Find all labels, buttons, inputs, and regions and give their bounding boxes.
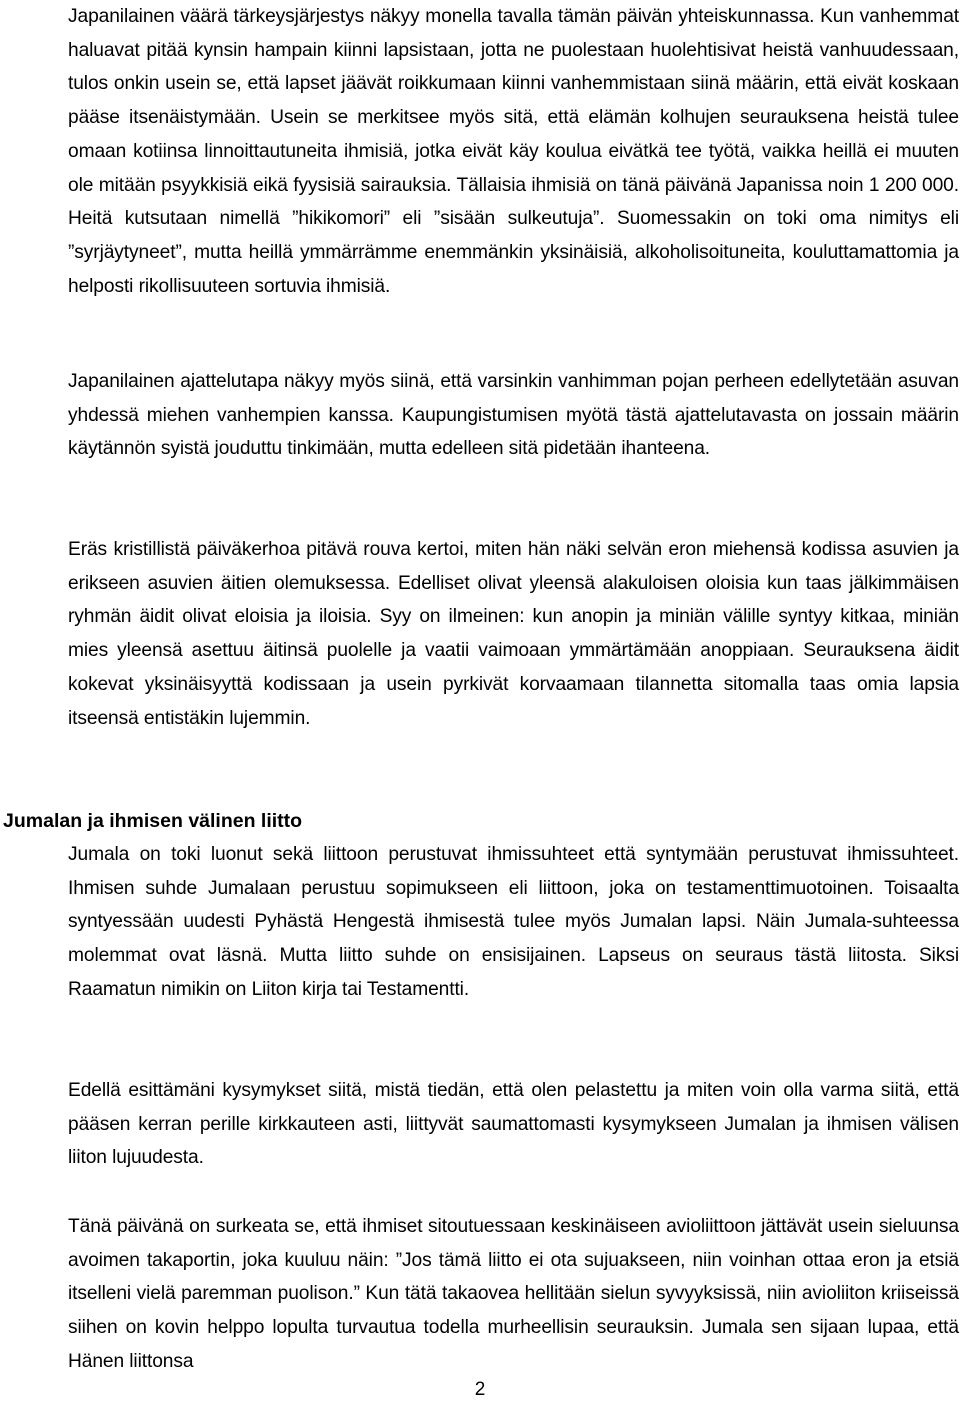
paragraph-marriage-backdoor: Tänä päivänä on surkeata se, että ihmiset sitoutuessaan keskinäiseen avioliittoon jättävät usein sieluunsa avoimen takaportin, joka kuuluu näin: ”Jos tämä liitto ei ota sujuakseen, niin voinhan ottaa eron ja etsiä itselleni vielä paremman puolison.” Kun tätä takaovea hellitään sielun syvyyksissä, niin avioliiton kriiseissä siihen on kovin helppo lopulta turvautua todella murheellisin seurauksin. Jumala sen sijaan lupaa, että Hänen liittonsa bbox=[68, 1216, 959, 1372]
paragraph-japanese-priorities: Japanilainen väärä tärkeysjärjestys näkyy monella tavalla tämän päivän yhteiskunnassa. Kun vanhemmat haluavat pitää kynsin hampain kiinni lapsistaan, jotta ne puolestaan huolehtisivat heistä vanhuudessaan, tulos onkin usein se, että lapset jäävät roikkumaan kiinni vanhemmistaan siinä määrin, että eivät koskaan pääse itsenäistymään. Usein se merkitsee myös sitä, että elämän kolhujen seurauksena heistä tulee omaan kotiinsa linnoittautuneita ihmisiä, jotka eivät käy koulua eivätkä tee työtä, vaikka heillä ei muuten ole mitään psyykkisiä eikä fyysisiä sairauksia. Tällaisia ihmisiä on tänä päivänä Japanissa noin 1 200 000. Heitä kutsutaan nimellä ”hikikomori” eli ”sisään sulkeutuja”. Suomessakin on toki oma nimitys eli ”syrjäytyneet”, mutta heillä ymmärrämme enemmänkin yksinäisiä, alkoholisoituneita, kouluttamattomia ja helposti rikollisuuteen sortuvia ihmisiä. bbox=[68, 6, 959, 297]
paragraph-covenant-relationships: Jumala on toki luonut sekä liittoon perustuvat ihmissuhteet että syntymään perustuvat ihmissuhteet. Ihmisen suhde Jumalaan perustuu sopimukseen eli liittoon, joka on testamenttimuotoinen. Toisaalta syntyessään uudesti Pyhästä Hengestä ihmisestä tulee myös Jumalan lapsi. Näin Jumala-suhteessa molemmat ovat läsnä. Mutta liitto suhde on ensisijainen. Lapseus on seuraus tästä liitosta. Siksi Raamatun nimikin on Liiton kirja tai Testamentti. bbox=[68, 844, 959, 1000]
paragraph-salvation-questions: Edellä esittämäni kysymykset siitä, mistä tiedän, että olen pelastettu ja miten voin olla varma siitä, että pääsen kerran perille kirkkauteen asti, liittyvät saumattomasti kysymykseen Jumalan ja ihmisen välisen liiton lujuudesta. bbox=[68, 1080, 959, 1169]
paragraph-eldest-son-family: Japanilainen ajattelutapa näkyy myös siinä, että varsinkin vanhimman pojan perheen edellytetään asuvan yhdessä miehen vanhempien kanssa. Kaupungistumisen myötä tästä ajattelutavasta on jossain määrin käytännön syistä jouduttu tinkimään, mutta edelleen sitä pidetään ihanteena. bbox=[68, 371, 959, 460]
paragraph-daycare-observation: Eräs kristillistä päiväkerhoa pitävä rouva kertoi, miten hän näki selvän eron miehensä kodissa asuvien ja erikseen asuvien äitien olemuksessa. Edelliset olivat yleensä alakuloisen oloisia kun taas jälkimmäisen ryhmän äidit olivat eloisia ja iloisia. Syy on ilmeinen: kun anopin ja miniän välille syntyy kitkaa, miniän mies yleensä asettuu äitinsä puolelle ja vaatii vaimoaan ymmärtämään anoppiaan. Seurauksena äidit kokevat yksinäisyyttä kodissaan ja usein pyrkivät korvaamaan tilannetta sitomalla taas omia lapsia itseensä entistäkin lujemmin. bbox=[68, 539, 959, 729]
section-heading: Jumalan ja ihmisen välinen liitto bbox=[3, 810, 303, 832]
page-number: 2 bbox=[474, 1379, 486, 1400]
